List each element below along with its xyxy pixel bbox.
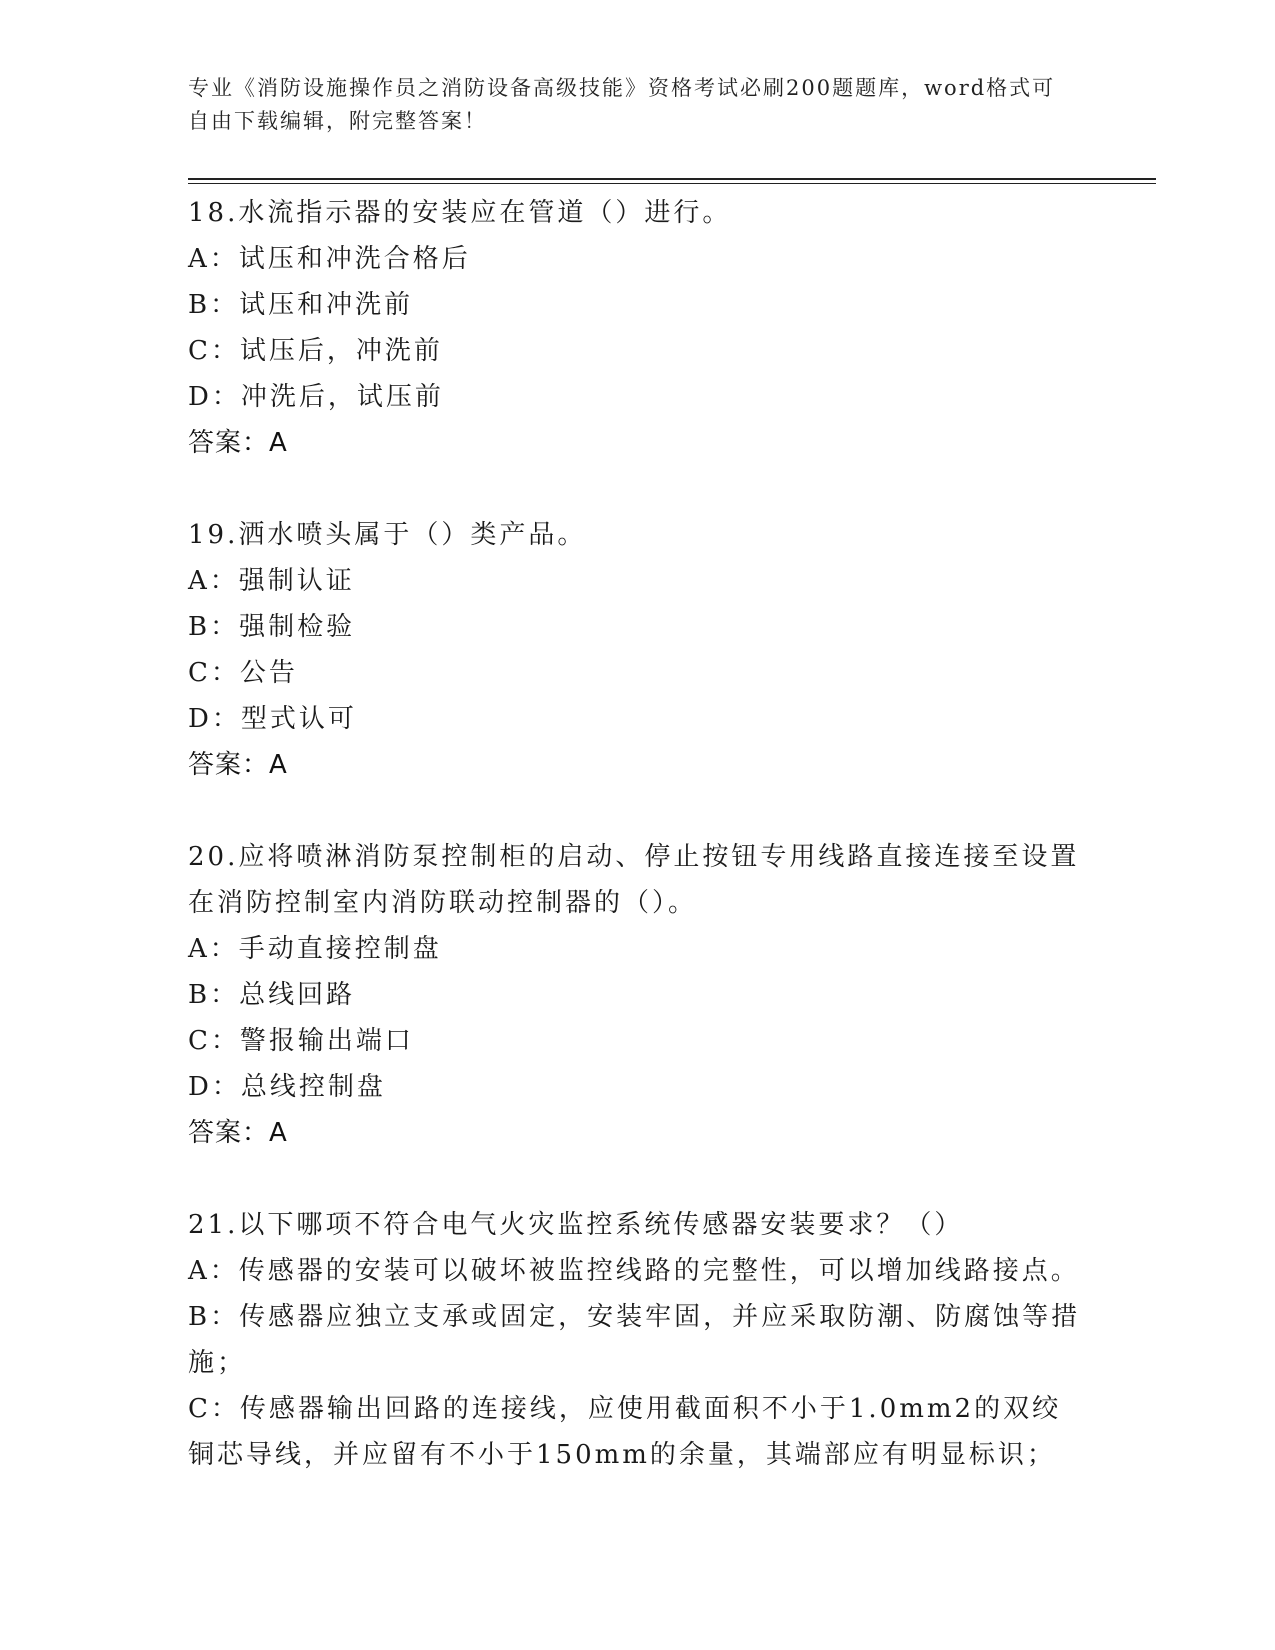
document-header: 专业《消防设施操作员之消防设备高级技能》资格考试必刷200题题库，word格式可自由下载编辑，附完整答案！ (188, 76, 1056, 133)
question-18 (188, 190, 1088, 466)
option-a: A：强制认证 (188, 566, 355, 596)
question-21 (188, 1202, 1088, 1478)
option-a: A：试压和冲洗合格后 (188, 244, 471, 274)
option-c: C：公告 (188, 658, 298, 688)
option-c: C：警报输出端口 (188, 1026, 414, 1056)
question-stem: 18.水流指示器的安装应在管道（）进行。 (188, 198, 732, 228)
option-b: B：强制检验 (188, 612, 356, 642)
question-stem: 19.洒水喷头属于（）类产品。 (188, 520, 587, 550)
option-c: C：试压后，冲洗前 (188, 336, 443, 366)
option-b: B：传感器应独立支承或固定，安装牢固，并应采取防潮、防腐蚀等措施； (188, 1302, 1081, 1378)
answer-label: 答案：A (188, 750, 288, 780)
question-19 (188, 512, 1088, 788)
option-c: C：传感器输出回路的连接线，应使用截面积不小于1.0mm2的双绞铜芯导线，并应留有不小于150mm的余量，其端部应有明显标识； (188, 1394, 1062, 1470)
option-d: D：总线控制盘 (188, 1072, 386, 1102)
answer-label: 答案：A (188, 428, 288, 458)
header-divider-thin (188, 183, 1156, 184)
answer-label: 答案：A (188, 1118, 288, 1148)
option-d: D：型式认可 (188, 704, 357, 734)
question-stem: 21.以下哪项不符合电气火灾监控系统传感器安装要求？（） (188, 1210, 964, 1240)
option-a: A：传感器的安装可以破坏被监控线路的完整性，可以增加线路接点。 (188, 1256, 1080, 1286)
option-d: D：冲洗后，试压前 (188, 382, 444, 412)
option-a: A：手动直接控制盘 (188, 934, 442, 964)
header-divider-thick (188, 178, 1156, 180)
question-20 (188, 834, 1088, 1156)
option-b: B：试压和冲洗前 (188, 290, 414, 320)
option-b: B：总线回路 (188, 980, 356, 1010)
question-stem: 20.应将喷淋消防泵控制柜的启动、停止按钮专用线路直接连接至设置在消防控制室内消防联动控制器的（）。 (188, 842, 1080, 918)
question-list (188, 190, 1088, 1524)
